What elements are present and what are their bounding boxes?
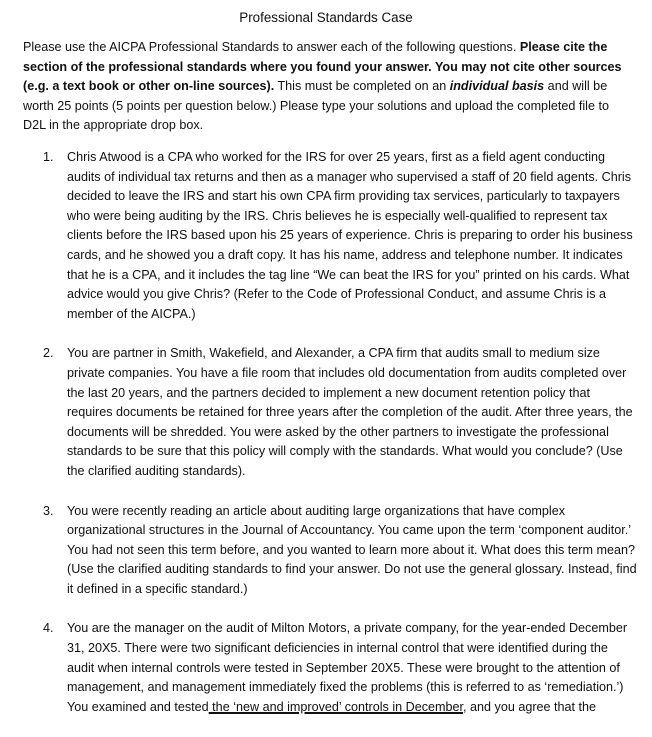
question-item — [0, 619, 652, 717]
instructions-text-2: This must be completed on an — [274, 79, 450, 94]
instructions-paragraph — [23, 38, 633, 136]
question-list — [0, 148, 652, 737]
question-number: 3. — [43, 503, 54, 518]
question-text: Chris Atwood is a CPA who worked for the IRS for over 25 years, first as a field agent conducting audits of individual tax returns and then as a manager who supervised a staff of 20 field agents. Chris decided to leave the IRS and start his own CPA firm providing tax services, particularly to taxpayers who were being auditing by the IRS. Chris believes he is especially well-qualified to represent tax clients before the IRS based upon his 25 years of experience. Chris is preparing to order his business cards, and he showed you a draft copy. It has his name, address and telephone number. It indicates that he is a CPA, and it includes the tag line “We can beat the IRS for you” printed on his cards. What advice would you give Chris? (Refer to the Code of Professional Conduct, and assume Chris is a member of the AICPA.) — [67, 150, 633, 321]
question-number: 1. — [43, 150, 54, 164]
document-title: Professional Standards Case — [239, 10, 413, 25]
instructions-citation-requirement: Please cite the section of the professional standards where you found your answer. You may not cite other sources (e.g. a text book or other on-line sources). — [23, 40, 622, 94]
question-item — [0, 344, 652, 481]
question-text — [67, 619, 638, 717]
instructions-text-1: Please use the AICPA Professional Standards to answer each of the following questions. — [23, 40, 520, 54]
question-number: 2. — [43, 346, 54, 361]
question-text-part: You are the manager on the audit of Milton Motors, a private company, for the year-ended December 31, 20X5. There were two significant deficiencies in internal control that were identified during the audit when internal controls were tested in September 20X5. These were brought to the attention of management, and management immediately fixed the problems (this is referred to as ‘remediation.’) You examined and tested — [67, 621, 628, 714]
question-text-underlined: the ‘new and improved’ controls in December — [208, 699, 464, 714]
instructions-individual-basis: individual basis — [449, 79, 545, 94]
instructions-text-3: and will be worth 25 points (5 points per question below.) Please type your solutions and upload the completed file to D2L in the appropriate drop box. — [23, 79, 609, 133]
question-number: 4. — [43, 621, 54, 636]
question-text-part: , and you agree that the — [463, 699, 597, 714]
question-text: You are partner in Smith, Wakefield, and Alexander, a CPA firm that audits small to medium size private companies. You have a file room that includes old documentation from audits completed over the last 20 years, and the partners decided to implement a new document retention policy that requires documents be retained for three years after the completion of the audit. After three years, the documents will be shredded. You were asked by the other partners to investigate the professional standards to be sure that this policy will comply with the standards. What would you conclude? (Use the clarified auditing standards). — [67, 346, 633, 478]
question-item — [0, 502, 652, 600]
question-text: You were recently reading an article about auditing large organizations that have complex organizational structures in the Journal of Accountancy. You came upon the term ‘component auditor.’ You had not seen this term before, and you wanted to learn more about it. What does this term mean? (Use the clarified auditing standards to find your answer. Do not use the general glossary. Instead, find it defined in a specific standard.) — [67, 503, 637, 596]
question-item — [0, 148, 652, 324]
